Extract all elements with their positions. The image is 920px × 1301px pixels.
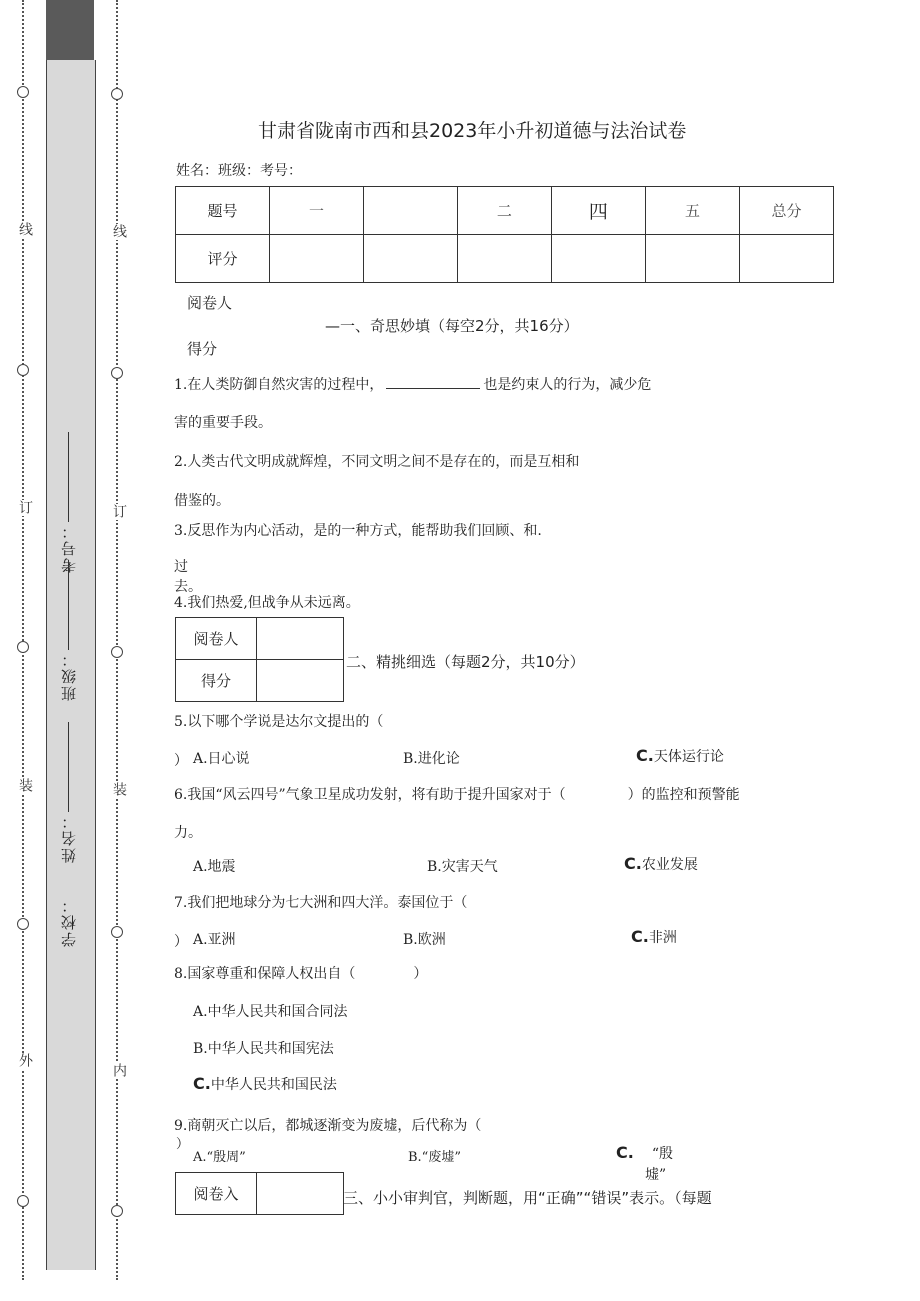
circle-mark <box>17 1195 29 1207</box>
header-cell: 总分 <box>739 187 833 235</box>
score-table <box>175 186 834 283</box>
field-exam-number: 考号： <box>58 432 79 573</box>
sec1-title: —一、奇思妙填（每空2分，共16分） <box>325 317 579 335</box>
q2-cont: 借鉴的。 <box>174 493 230 509</box>
sec3-score-box <box>175 1172 344 1215</box>
sec2-score: 得分 <box>176 660 257 702</box>
q9-option-b[interactable]: B.“废墟” <box>408 1150 461 1165</box>
circle-mark <box>17 86 29 98</box>
q8-option-c[interactable]: C.中华人民共和国民法 <box>193 1074 337 1093</box>
outer-dotted-line <box>22 0 26 1280</box>
q1-text: 1.在人类防御自然灾害的过程中， 也是约束人的行为，减少危 <box>174 377 652 393</box>
sec3-reviewer: 阅卷入 <box>176 1173 257 1215</box>
inner-dotted-line <box>116 0 120 1280</box>
q7-close: ） <box>174 934 188 950</box>
row-label: 评分 <box>176 235 270 283</box>
q9-close: ） <box>176 1137 190 1152</box>
q3-text: 3.反思作为内心活动，是的一种方式，能帮助我们回顾、和. <box>174 523 542 539</box>
sec2-score-cell[interactable] <box>257 660 344 702</box>
q7-option-c[interactable]: C.非洲 <box>631 927 677 946</box>
margin-char-nei: 内 <box>111 1063 127 1079</box>
circle-mark <box>17 641 29 653</box>
q7-option-b[interactable]: B.欧洲 <box>403 932 446 948</box>
header-cell: 二 <box>457 187 551 235</box>
circle-mark <box>111 1205 123 1217</box>
score-cell[interactable] <box>645 235 739 283</box>
score-cell[interactable] <box>270 235 364 283</box>
circle-mark <box>111 367 123 379</box>
circle-mark <box>111 646 123 658</box>
margin-char-zhuang-inner: 装 <box>111 782 127 798</box>
sec3-title: 三、小小审判官，判断题，用“正确”“错误”表示。（每题 <box>343 1189 712 1207</box>
q8-option-a[interactable]: A.中华人民共和国合同法 <box>193 1004 348 1020</box>
sec2-score-box <box>175 617 344 702</box>
header-cell: 题号 <box>176 187 270 235</box>
field-name: 姓名： <box>58 722 79 863</box>
q5-option-a[interactable]: A.日心说 <box>193 751 250 767</box>
sec2-title: 二、精挑细选（每题2分，共10分） <box>346 653 585 671</box>
q5-stem: 5.以下哪个学说是达尔文提出的（ <box>174 714 384 730</box>
margin-char-xian-inner: 线 <box>111 224 127 240</box>
q5-option-b[interactable]: B.进化论 <box>403 751 460 767</box>
q1-blank[interactable] <box>386 376 480 389</box>
field-class: 班级： <box>58 560 79 701</box>
sec2-reviewer-cell[interactable] <box>257 618 344 660</box>
header-cell: 五 <box>645 187 739 235</box>
margin-char-zhuang: 装 <box>17 778 33 794</box>
margin-char-ding: 订 <box>17 500 33 516</box>
header-cell <box>364 187 458 235</box>
q2-text: 2.人类古代文明成就辉煌，不同文明之间不是存在的，而是互相和 <box>174 454 580 470</box>
score-cell[interactable] <box>551 235 645 283</box>
score-cell[interactable] <box>364 235 458 283</box>
q6-option-c[interactable]: C.农业发展 <box>624 854 698 873</box>
info-line: 姓名：班级：考号： <box>176 163 302 179</box>
q8-stem: 8.国家尊重和保障人权出自（ ） <box>174 966 428 982</box>
sec3-reviewer-cell[interactable] <box>257 1173 344 1215</box>
q6-stem: 6.我国“风云四号”气象卫星成功发射，将有助于提升国家对于（ ）的监控和预警能 <box>174 787 740 803</box>
score-cell[interactable] <box>739 235 833 283</box>
circle-mark <box>111 926 123 938</box>
q6-cont: 力。 <box>174 825 202 841</box>
q4-text: 4.我们热爱,但战争从未远离。 <box>174 595 360 611</box>
binding-band-dark <box>46 0 94 60</box>
header-cell: 一 <box>270 187 364 235</box>
circle-mark <box>17 918 29 930</box>
q1-cont: 害的重要手段。 <box>174 415 272 431</box>
q7-option-a[interactable]: A.亚洲 <box>193 932 236 948</box>
sec1-score: 得分 <box>187 340 218 358</box>
q3-cont2: 去。 <box>174 579 202 595</box>
header-cell: 四 <box>551 187 645 235</box>
q5-close: ） <box>174 753 188 769</box>
margin-char-xian: 线 <box>17 222 33 238</box>
margin-char-ding-inner: 订 <box>111 504 127 520</box>
margin-char-wai: 外 <box>17 1053 33 1069</box>
q5-option-c[interactable]: C.天体运行论 <box>636 746 724 765</box>
q9-option-c[interactable]: C. “殷 <box>616 1143 673 1162</box>
q6-option-a[interactable]: A.地震 <box>193 859 236 875</box>
q7-stem: 7.我们把地球分为七大洲和四大洋。泰国位于（ <box>174 895 468 911</box>
score-cell[interactable] <box>457 235 551 283</box>
field-school: 学校： <box>60 896 78 947</box>
sec2-reviewer: 阅卷人 <box>176 618 257 660</box>
q3-cont1: 过 <box>174 559 188 575</box>
q9-option-a[interactable]: A.“殷周” <box>193 1150 246 1165</box>
q6-option-b[interactable]: B.灾害天气 <box>427 859 498 875</box>
q9-stem: 9.商朝灭亡以后，都城逐渐变为废墟，后代称为（ <box>174 1118 482 1134</box>
sec1-reviewer: 阅卷人 <box>187 294 233 312</box>
q8-option-b[interactable]: B.中华人民共和国宪法 <box>193 1041 334 1057</box>
q9-option-c-cont: 墟” <box>645 1167 667 1183</box>
circle-mark <box>111 88 123 100</box>
circle-mark <box>17 364 29 376</box>
page-title: 甘肃省陇南市西和县2023年小升初道德与法治试卷 <box>258 120 687 142</box>
